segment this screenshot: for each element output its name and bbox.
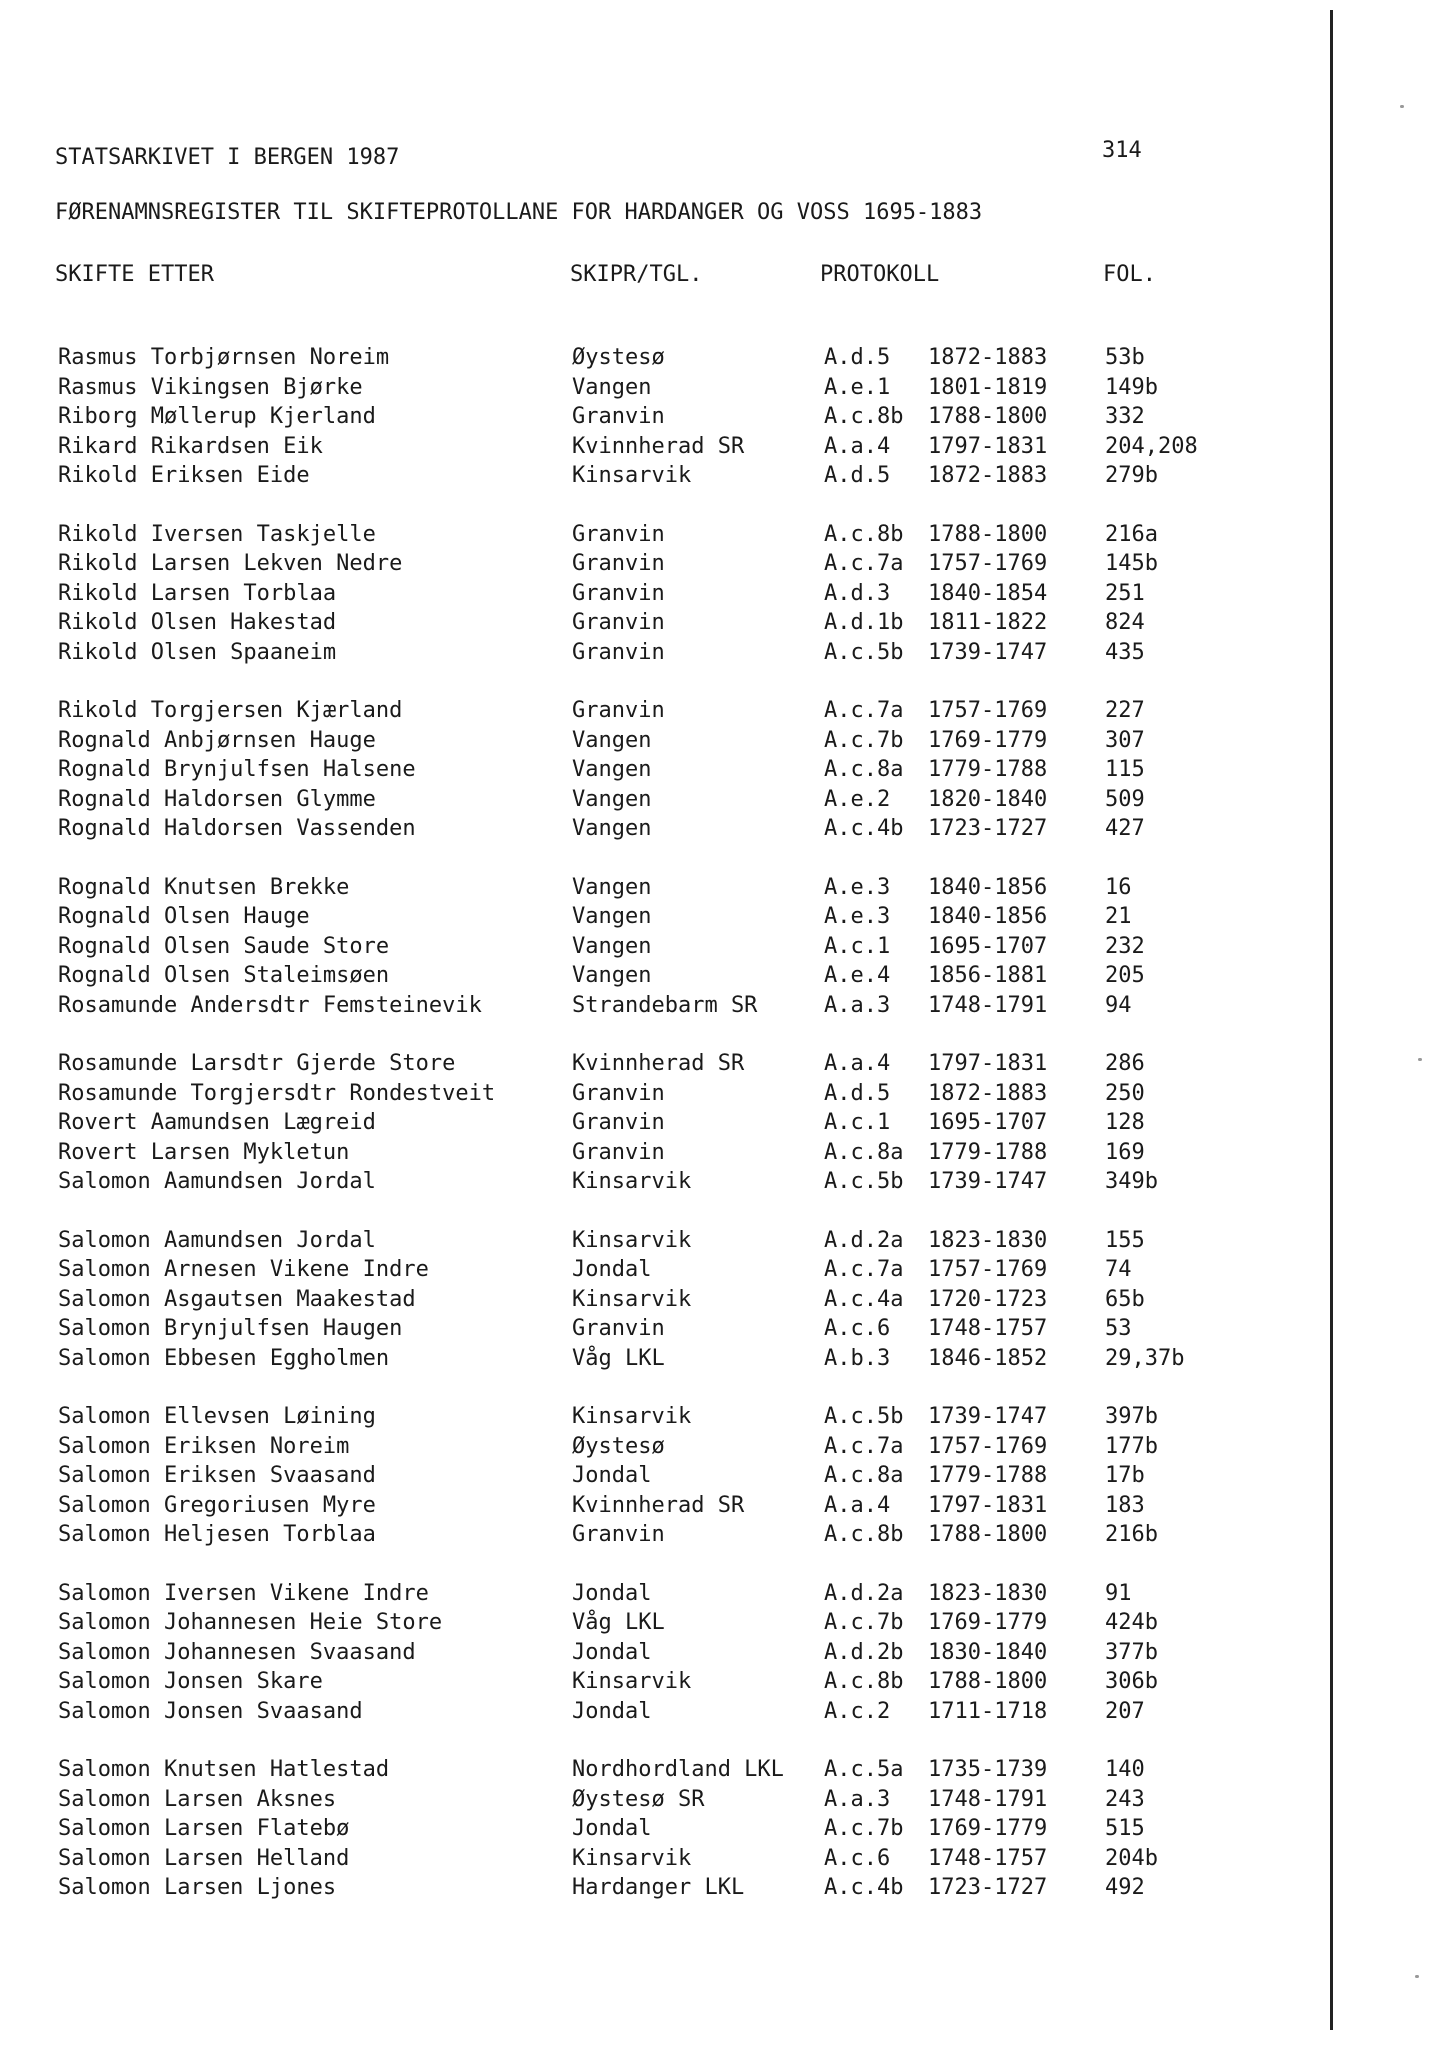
protocol-years: 1769-1779 — [928, 1816, 1048, 1841]
table-row — [0, 1757, 1320, 1787]
protocol-ref: A.c.8b — [824, 1522, 904, 1547]
deceased-name: Salomon Brynjulfsen Haugen — [58, 1316, 403, 1341]
court-district: Granvin — [572, 1139, 665, 1165]
folio-number: 424b — [1105, 1610, 1158, 1635]
protocol-years: 1840-1854 — [928, 580, 1048, 606]
entry-group — [0, 345, 1320, 493]
table-row — [0, 1081, 1320, 1111]
table-row — [0, 757, 1320, 787]
protocol-ref: A.d.2a — [824, 1227, 904, 1253]
protocol-ref: A.d.5 — [824, 345, 891, 370]
scan-speck — [1415, 1975, 1419, 1978]
protocol-ref: A.a.4 — [824, 433, 891, 459]
folio-number: 250 — [1105, 1080, 1145, 1106]
folio-number: 307 — [1105, 727, 1145, 753]
deceased-name: Rognald Brynjulfsen Halsene — [58, 757, 416, 782]
deceased-name: Rosamunde Torgjersdtr Rondestveit — [58, 1080, 496, 1106]
court-district: Granvin — [572, 551, 665, 576]
court-district: Granvin — [572, 1110, 665, 1135]
protocol-ref: A.c.8a — [824, 757, 904, 782]
court-district: Hardanger LKL — [572, 1875, 745, 1900]
folio-number: 169 — [1105, 1139, 1145, 1165]
court-district: Vangen — [572, 874, 652, 900]
protocol-years: 1846-1852 — [928, 1345, 1048, 1371]
folio-number: 94 — [1105, 992, 1132, 1018]
entry-group — [0, 1404, 1320, 1552]
protocol-years: 1757-1769 — [928, 1257, 1048, 1282]
deceased-name: Rikold Larsen Lekven Nedre — [58, 551, 403, 576]
table-row — [0, 934, 1320, 964]
deceased-name: Salomon Eriksen Svaasand — [58, 1463, 376, 1488]
folio-number: 145b — [1105, 551, 1158, 576]
protocol-years: 1711-1718 — [928, 1698, 1048, 1724]
table-row — [0, 1051, 1320, 1081]
folio-number: 216a — [1105, 521, 1158, 547]
table-row — [0, 1140, 1320, 1170]
folio-number: 21 — [1105, 904, 1132, 929]
court-district: Kinsarvik — [572, 1669, 692, 1694]
deceased-name: Rikold Larsen Torblaa — [58, 580, 337, 606]
folio-number: 74 — [1105, 1257, 1132, 1282]
folio-number: 204,208 — [1105, 433, 1198, 459]
protocol-ref: A.c.4a — [824, 1286, 904, 1312]
deceased-name: Rognald Anbjørnsen Hauge — [58, 727, 376, 753]
deceased-name: Salomon Larsen Helland — [58, 1845, 350, 1871]
table-row — [0, 728, 1320, 758]
table-row — [0, 1493, 1320, 1523]
protocol-ref: A.c.8b — [824, 1669, 904, 1694]
register-entries — [0, 345, 1320, 1934]
court-district: Vangen — [572, 904, 652, 929]
protocol-years: 1811-1822 — [928, 610, 1048, 635]
protocol-ref: A.e.1 — [824, 374, 891, 400]
protocol-ref: A.d.5 — [824, 463, 891, 488]
protocol-ref: A.c.4b — [824, 1875, 904, 1900]
scan-speck — [1418, 1058, 1422, 1061]
protocol-ref: A.c.1 — [824, 933, 891, 959]
deceased-name: Rikold Olsen Hakestad — [58, 610, 337, 635]
court-district: Jondal — [572, 1816, 652, 1841]
deceased-name: Salomon Johannesen Heie Store — [58, 1610, 443, 1635]
folio-number: 306b — [1105, 1669, 1158, 1694]
court-district: Kinsarvik — [572, 463, 692, 488]
protocol-years: 1720-1723 — [928, 1286, 1048, 1312]
protocol-ref: A.d.1b — [824, 610, 904, 635]
column-header-court: SKIPR/TGL. — [570, 262, 703, 287]
protocol-years: 1757-1769 — [928, 698, 1048, 723]
protocol-years: 1723-1727 — [928, 1875, 1048, 1900]
entry-group — [0, 1757, 1320, 1905]
folio-number: 115 — [1105, 757, 1145, 782]
table-row — [0, 1669, 1320, 1699]
protocol-ref: A.c.4b — [824, 816, 904, 841]
deceased-name: Rovert Larsen Mykletun — [58, 1139, 350, 1165]
protocol-ref: A.c.8a — [824, 1139, 904, 1165]
protocol-ref: A.b.3 — [824, 1345, 891, 1371]
court-district: Granvin — [572, 610, 665, 635]
protocol-years: 1723-1727 — [928, 816, 1048, 841]
court-district: Granvin — [572, 698, 665, 723]
table-row — [0, 963, 1320, 993]
deceased-name: Rognald Olsen Staleimsøen — [58, 963, 390, 988]
table-row — [0, 1257, 1320, 1287]
protocol-ref: A.c.2 — [824, 1698, 891, 1724]
protocol-years: 1872-1883 — [928, 463, 1048, 488]
protocol-years: 1779-1788 — [928, 1463, 1048, 1488]
table-row — [0, 1699, 1320, 1729]
table-row — [0, 698, 1320, 728]
deceased-name: Rasmus Torbjørnsen Noreim — [58, 345, 390, 370]
deceased-name: Salomon Ellevsen Løining — [58, 1404, 376, 1429]
table-row — [0, 1463, 1320, 1493]
folio-number: 397b — [1105, 1404, 1158, 1429]
folio-number: 227 — [1105, 698, 1145, 723]
column-header-folio: FOL. — [1103, 262, 1156, 287]
court-district: Vangen — [572, 757, 652, 782]
protocol-years: 1872-1883 — [928, 345, 1048, 370]
entry-group — [0, 1228, 1320, 1376]
page-number: 314 — [1102, 138, 1142, 163]
protocol-ref: A.c.1 — [824, 1110, 891, 1135]
folio-number: 16 — [1105, 874, 1132, 900]
folio-number: 427 — [1105, 816, 1145, 841]
protocol-years: 1695-1707 — [928, 1110, 1048, 1135]
protocol-ref: A.c.8b — [824, 521, 904, 547]
deceased-name: Riborg Møllerup Kjerland — [58, 404, 376, 429]
folio-number: 177b — [1105, 1433, 1158, 1459]
protocol-years: 1748-1757 — [928, 1316, 1048, 1341]
protocol-ref: A.c.7b — [824, 1816, 904, 1841]
table-row — [0, 610, 1320, 640]
deceased-name: Salomon Jonsen Skare — [58, 1669, 323, 1694]
court-district: Vangen — [572, 727, 652, 753]
deceased-name: Salomon Larsen Aksnes — [58, 1786, 337, 1812]
court-district: Vangen — [572, 374, 652, 400]
court-district: Jondal — [572, 1463, 652, 1488]
deceased-name: Rikard Rikardsen Eik — [58, 433, 323, 459]
table-row — [0, 551, 1320, 581]
deceased-name: Salomon Larsen Flatebø — [58, 1816, 350, 1841]
protocol-years: 1856-1881 — [928, 963, 1048, 988]
protocol-years: 1797-1831 — [928, 1492, 1048, 1518]
protocol-years: 1797-1831 — [928, 1051, 1048, 1076]
folio-number: 65b — [1105, 1286, 1145, 1312]
protocol-years: 1757-1769 — [928, 1433, 1048, 1459]
deceased-name: Salomon Heljesen Torblaa — [58, 1522, 376, 1547]
protocol-ref: A.d.2a — [824, 1580, 904, 1606]
folio-number: 435 — [1105, 639, 1145, 665]
folio-number: 205 — [1105, 963, 1145, 988]
table-row — [0, 1846, 1320, 1876]
entry-group — [0, 1581, 1320, 1729]
protocol-ref: A.c.7a — [824, 1257, 904, 1282]
protocol-ref: A.a.3 — [824, 992, 891, 1018]
table-row — [0, 1787, 1320, 1817]
table-row — [0, 816, 1320, 846]
deceased-name: Rognald Knutsen Brekke — [58, 874, 350, 900]
protocol-years: 1788-1800 — [928, 404, 1048, 429]
table-row — [0, 1816, 1320, 1846]
folio-number: 17b — [1105, 1463, 1145, 1488]
column-header-name: SKIFTE ETTER — [55, 262, 214, 287]
deceased-name: Rikold Iversen Taskjelle — [58, 521, 376, 547]
protocol-ref: A.e.4 — [824, 963, 891, 988]
protocol-years: 1801-1819 — [928, 374, 1048, 400]
court-district: Kinsarvik — [572, 1404, 692, 1429]
table-row — [0, 1581, 1320, 1611]
protocol-years: 1739-1747 — [928, 639, 1048, 665]
register-title: FØRENAMNSREGISTER TIL SKIFTEPROTOLLANE FOR HARDANGER OG VOSS 1695-1883 — [55, 200, 983, 225]
table-row — [0, 1110, 1320, 1140]
entry-group — [0, 522, 1320, 670]
protocol-ref: A.c.7a — [824, 551, 904, 576]
folio-number: 824 — [1105, 610, 1145, 635]
deceased-name: Rognald Olsen Hauge — [58, 904, 310, 929]
table-row — [0, 1287, 1320, 1317]
protocol-ref: A.c.7b — [824, 727, 904, 753]
folio-number: 492 — [1105, 1875, 1145, 1900]
folio-number: 149b — [1105, 374, 1158, 400]
protocol-years: 1735-1739 — [928, 1757, 1048, 1782]
folio-number: 91 — [1105, 1580, 1132, 1606]
folio-number: 377b — [1105, 1639, 1158, 1665]
deceased-name: Salomon Knutsen Hatlestad — [58, 1757, 390, 1782]
protocol-years: 1823-1830 — [928, 1227, 1048, 1253]
protocol-years: 1779-1788 — [928, 757, 1048, 782]
folio-number: 509 — [1105, 786, 1145, 812]
protocol-ref: A.c.5b — [824, 1404, 904, 1429]
table-row — [0, 1228, 1320, 1258]
court-district: Øystesø — [572, 345, 665, 370]
protocol-ref: A.a.3 — [824, 1786, 891, 1812]
deceased-name: Salomon Asgautsen Maakestad — [58, 1286, 416, 1312]
protocol-ref: A.a.4 — [824, 1492, 891, 1518]
protocol-ref: A.c.8a — [824, 1463, 904, 1488]
folio-number: 279b — [1105, 463, 1158, 488]
court-district: Granvin — [572, 1080, 665, 1106]
court-district: Kvinnherad SR — [572, 1492, 745, 1518]
protocol-ref: A.c.5a — [824, 1757, 904, 1782]
deceased-name: Rikold Torgjersen Kjærland — [58, 698, 403, 723]
court-district: Jondal — [572, 1580, 652, 1606]
deceased-name: Salomon Iversen Vikene Indre — [58, 1580, 429, 1606]
court-district: Kinsarvik — [572, 1227, 692, 1253]
table-row — [0, 1346, 1320, 1376]
court-district: Jondal — [572, 1639, 652, 1665]
deceased-name: Rognald Haldorsen Vassenden — [58, 816, 416, 841]
protocol-years: 1840-1856 — [928, 874, 1048, 900]
table-row — [0, 404, 1320, 434]
protocol-years: 1797-1831 — [928, 433, 1048, 459]
court-district: Kvinnherad SR — [572, 1051, 745, 1076]
folio-number: 332 — [1105, 404, 1145, 429]
protocol-ref: A.d.5 — [824, 1080, 891, 1106]
table-row — [0, 904, 1320, 934]
table-row — [0, 993, 1320, 1023]
court-district: Strandebarm SR — [572, 992, 758, 1018]
table-row — [0, 522, 1320, 552]
court-district: Granvin — [572, 580, 665, 606]
table-row — [0, 345, 1320, 375]
deceased-name: Rognald Haldorsen Glymme — [58, 786, 376, 812]
court-district: Granvin — [572, 521, 665, 547]
court-district: Kinsarvik — [572, 1845, 692, 1871]
table-row — [0, 581, 1320, 611]
protocol-years: 1830-1840 — [928, 1639, 1048, 1665]
folio-number: 207 — [1105, 1698, 1145, 1724]
page-edge-line — [1330, 10, 1333, 2030]
table-row — [0, 1316, 1320, 1346]
protocol-ref: A.c.6 — [824, 1845, 891, 1871]
archive-header: STATSARKIVET I BERGEN 1987 — [55, 145, 400, 170]
folio-number: 183 — [1105, 1492, 1145, 1518]
protocol-years: 1788-1800 — [928, 1522, 1048, 1547]
protocol-ref: A.c.6 — [824, 1316, 891, 1341]
deceased-name: Rikold Olsen Spaaneim — [58, 639, 337, 665]
folio-number: 140 — [1105, 1757, 1145, 1782]
folio-number: 232 — [1105, 933, 1145, 959]
protocol-years: 1695-1707 — [928, 933, 1048, 959]
deceased-name: Rovert Aamundsen Lægreid — [58, 1110, 376, 1135]
folio-number: 243 — [1105, 1786, 1145, 1812]
court-district: Granvin — [572, 404, 665, 429]
court-district: Kvinnherad SR — [572, 433, 745, 459]
table-row — [0, 787, 1320, 817]
table-row — [0, 1640, 1320, 1670]
court-district: Nordhordland LKL — [572, 1757, 784, 1782]
protocol-ref: A.c.8b — [824, 404, 904, 429]
deceased-name: Rognald Olsen Saude Store — [58, 933, 390, 959]
protocol-ref: A.c.5b — [824, 639, 904, 665]
protocol-years: 1757-1769 — [928, 551, 1048, 576]
table-row — [0, 640, 1320, 670]
protocol-ref: A.e.2 — [824, 786, 891, 812]
protocol-years: 1748-1757 — [928, 1845, 1048, 1871]
folio-number: 29,37b — [1105, 1345, 1185, 1371]
deceased-name: Salomon Jonsen Svaasand — [58, 1698, 363, 1724]
court-district: Jondal — [572, 1257, 652, 1282]
table-row — [0, 434, 1320, 464]
protocol-ref: A.c.7a — [824, 1433, 904, 1459]
deceased-name: Rosamunde Andersdtr Femsteinevik — [58, 992, 482, 1018]
deceased-name: Salomon Aamundsen Jordal — [58, 1227, 376, 1253]
court-district: Granvin — [572, 1522, 665, 1547]
table-row — [0, 1875, 1320, 1905]
deceased-name: Rosamunde Larsdtr Gjerde Store — [58, 1051, 456, 1076]
protocol-years: 1769-1779 — [928, 727, 1048, 753]
court-district: Vangen — [572, 816, 652, 841]
table-row — [0, 875, 1320, 905]
protocol-years: 1820-1840 — [928, 786, 1048, 812]
deceased-name: Salomon Arnesen Vikene Indre — [58, 1257, 429, 1282]
court-district: Vangen — [572, 786, 652, 812]
court-district: Øystesø — [572, 1433, 665, 1459]
entry-group — [0, 698, 1320, 846]
deceased-name: Rasmus Vikingsen Bjørke — [58, 374, 363, 400]
folio-number: 515 — [1105, 1816, 1145, 1841]
court-district: Øystesø SR — [572, 1786, 705, 1812]
scan-speck — [1400, 105, 1404, 108]
court-district: Granvin — [572, 639, 665, 665]
protocol-years: 1788-1800 — [928, 1669, 1048, 1694]
court-district: Vangen — [572, 933, 652, 959]
folio-number: 155 — [1105, 1227, 1145, 1253]
deceased-name: Salomon Gregoriusen Myre — [58, 1492, 376, 1518]
protocol-ref: A.c.7a — [824, 698, 904, 723]
protocol-ref: A.c.5b — [824, 1169, 904, 1194]
table-row — [0, 1404, 1320, 1434]
protocol-years: 1739-1747 — [928, 1169, 1048, 1194]
court-district: Granvin — [572, 1316, 665, 1341]
folio-number: 286 — [1105, 1051, 1145, 1076]
table-row — [0, 1522, 1320, 1552]
folio-number: 349b — [1105, 1169, 1158, 1194]
protocol-years: 1748-1791 — [928, 1786, 1048, 1812]
protocol-years: 1739-1747 — [928, 1404, 1048, 1429]
protocol-years: 1769-1779 — [928, 1610, 1048, 1635]
entry-group — [0, 875, 1320, 1023]
court-district: Jondal — [572, 1698, 652, 1724]
court-district: Våg LKL — [572, 1610, 665, 1635]
protocol-years: 1788-1800 — [928, 521, 1048, 547]
protocol-ref: A.a.4 — [824, 1051, 891, 1076]
folio-number: 216b — [1105, 1522, 1158, 1547]
deceased-name: Rikold Eriksen Eide — [58, 463, 310, 488]
folio-number: 53b — [1105, 345, 1145, 370]
folio-number: 251 — [1105, 580, 1145, 606]
table-row — [0, 1434, 1320, 1464]
deceased-name: Salomon Eriksen Noreim — [58, 1433, 350, 1459]
protocol-years: 1840-1856 — [928, 904, 1048, 929]
deceased-name: Salomon Johannesen Svaasand — [58, 1639, 416, 1665]
deceased-name: Salomon Larsen Ljones — [58, 1875, 337, 1900]
entry-group — [0, 1051, 1320, 1199]
protocol-years: 1779-1788 — [928, 1139, 1048, 1165]
protocol-ref: A.e.3 — [824, 874, 891, 900]
court-district: Kinsarvik — [572, 1286, 692, 1312]
column-header-protocol: PROTOKOLL — [820, 262, 940, 287]
table-row — [0, 1169, 1320, 1199]
deceased-name: Salomon Ebbesen Eggholmen — [58, 1345, 390, 1371]
court-district: Vangen — [572, 963, 652, 988]
protocol-years: 1823-1830 — [928, 1580, 1048, 1606]
protocol-ref: A.d.2b — [824, 1639, 904, 1665]
folio-number: 204b — [1105, 1845, 1158, 1871]
protocol-years: 1748-1791 — [928, 992, 1048, 1018]
folio-number: 128 — [1105, 1110, 1145, 1135]
court-district: Kinsarvik — [572, 1169, 692, 1194]
deceased-name: Salomon Aamundsen Jordal — [58, 1169, 376, 1194]
protocol-ref: A.e.3 — [824, 904, 891, 929]
protocol-ref: A.c.7b — [824, 1610, 904, 1635]
folio-number: 53 — [1105, 1316, 1132, 1341]
protocol-ref: A.d.3 — [824, 580, 891, 606]
table-row — [0, 463, 1320, 493]
table-row — [0, 375, 1320, 405]
protocol-years: 1872-1883 — [928, 1080, 1048, 1106]
table-row — [0, 1610, 1320, 1640]
court-district: Våg LKL — [572, 1345, 665, 1371]
